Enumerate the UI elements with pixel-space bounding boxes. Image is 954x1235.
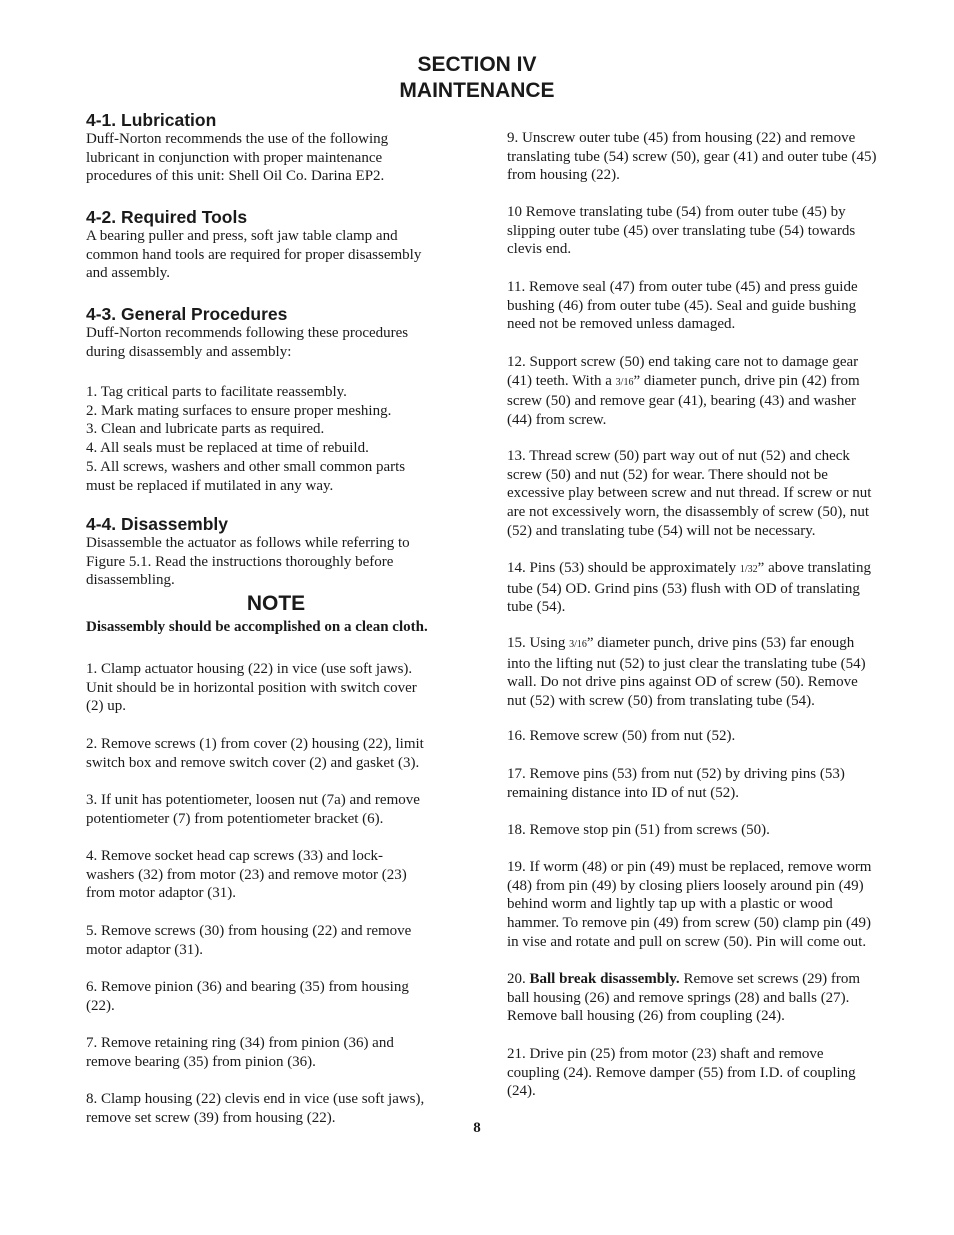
text-line: 4. Remove socket head cap screws (33) and lock- <box>86 848 383 864</box>
procedures-list <box>86 383 466 495</box>
disassembly-section <box>86 514 466 590</box>
ball-break-label: Ball break disassembly. <box>529 971 680 987</box>
text-line: 6. Remove pinion (36) and bearing (35) from housing <box>86 979 409 995</box>
step-17 <box>507 765 927 802</box>
text-line: tube (54) OD. Grind pins (53) flush with OD of translating <box>507 580 860 597</box>
required-tools-heading: 4-2. Required Tools <box>86 207 248 227</box>
text-line: and assembly. <box>86 265 171 282</box>
list-item: 2. Mark mating surfaces to ensure proper meshing. <box>86 402 392 419</box>
step-1 <box>86 660 466 716</box>
step-11 <box>507 278 927 334</box>
step-6 <box>86 978 466 1015</box>
step-7 <box>86 1034 466 1071</box>
list-item: 1. Tag critical parts to facilitate reassembly. <box>86 384 347 400</box>
text-line: Unit should be in horizontal position with switch cover <box>86 679 417 696</box>
text-line: 7. Remove retaining ring (34) from pinion (36) and <box>86 1035 394 1051</box>
text-span: ” above translating <box>757 560 871 576</box>
text-line: 17. Remove pins (53) from nut (52) by driving pins (53) <box>507 766 845 782</box>
text-line: Disassemble the actuator as follows while referring to <box>86 535 410 551</box>
text-line <box>507 970 927 989</box>
step-19 <box>507 858 927 952</box>
step-3 <box>86 791 466 828</box>
text-line: remaining distance into ID of nut (52). <box>507 784 740 801</box>
step-20 <box>507 970 927 1026</box>
step-4 <box>86 847 466 903</box>
text-line: tube (54). <box>507 599 566 616</box>
text-line: screw (50) and nut (52) for wear. There should not be <box>507 466 828 483</box>
text-line: 1. Clamp actuator housing (22) in vice (use soft jaws). <box>86 661 413 677</box>
step-21 <box>507 1045 927 1101</box>
text-line: motor adaptor (31). <box>86 941 204 958</box>
text-line: 21. Drive pin (25) from motor (23) shaft and remove <box>507 1046 824 1062</box>
list-item: 3. Clean and lubricate parts as required. <box>86 421 325 438</box>
general-procedures-section <box>86 304 466 361</box>
text-line: (44) from screw. <box>507 412 607 429</box>
right-column <box>507 0 927 1235</box>
text-line: 13. Thread screw (50) part way out of nut (52) and check <box>507 448 850 464</box>
text-span: (41) teeth. With a <box>507 372 616 389</box>
text-line: remove set screw (39) from housing (22). <box>86 1109 336 1126</box>
text-line: translating tube (54) screw (50), gear (41) and outer tube (45) <box>507 148 877 165</box>
text-line: A bearing puller and press, soft jaw table clamp and <box>86 228 398 244</box>
text-line: during disassembly and assembly: <box>86 343 292 360</box>
text-line: lubricant in conjunction with proper maintenance <box>86 149 383 166</box>
text-line: slipping outer tube (45) over translating tube (54) towards <box>507 222 856 239</box>
text-line: washers (32) from motor (23) and remove motor (23) <box>86 866 407 883</box>
text-line <box>507 634 927 655</box>
text-line: excessive play between screw and nut thread. If screw or nut <box>507 485 872 502</box>
text-span: 15. Using <box>507 635 570 651</box>
text-line: (2) up. <box>86 698 126 715</box>
text-line: into the lifting nut (52) to just clear the translating tube (54) <box>507 655 866 672</box>
text-line: coupling (24). Remove damper (55) from I.D. of coupling <box>507 1064 856 1081</box>
step-5 <box>86 922 466 959</box>
text-line: 5. Remove screws (30) from housing (22) and remove <box>86 923 412 939</box>
text-line: 18. Remove stop pin (51) from screws (50). <box>507 822 770 838</box>
text-line: behind worm and lightly tap up with a plastic or wood <box>507 896 833 913</box>
note-box <box>86 592 466 637</box>
step-15 <box>507 634 927 711</box>
text-line: 11. Remove seal (47) from outer tube (45) and press guide <box>507 279 858 295</box>
text-line: 19. If worm (48) or pin (49) must be replaced, remove worm <box>507 859 872 875</box>
text-line: bushing (46) from outer tube (45). Seal and guide bushing <box>507 297 857 314</box>
text-line: common hand tools are required for proper disassembly <box>86 246 422 263</box>
text-line: are not excessively worn, the disassembly of screw (50), nut <box>507 504 869 521</box>
text-span: ” diameter punch, drive pins (53) far enough <box>586 635 855 651</box>
text-line: 9. Unscrew outer tube (45) from housing (22) and remove <box>507 130 856 146</box>
text-line: nut (52) with screw (50) from translating tube (54). <box>507 693 815 710</box>
text-line: screw (50) and remove gear (41), bearing (43) and washer <box>507 393 857 410</box>
general-procedures-heading: 4-3. General Procedures <box>86 304 288 324</box>
list-item: must be replaced if mutilated in any way. <box>86 477 334 494</box>
text-line: Duff-Norton recommends the use of the following <box>86 131 389 147</box>
text-line: 2. Remove screws (1) from cover (2) housing (22), limit <box>86 736 424 752</box>
fraction: 3/16 <box>615 376 634 388</box>
text-line: hammer. To remove pin (49) from screw (50) clamp pin (49) <box>507 915 871 932</box>
note-text: Disassembly should be accomplished on a clean cloth. <box>86 619 428 635</box>
fraction: 1/32 <box>739 564 758 575</box>
text-span: ” diameter punch, drive pin (42) from <box>633 372 860 389</box>
lubrication-heading: 4-1. Lubrication <box>86 110 217 130</box>
text-span: 14. Pins (53) should be approximately <box>507 560 740 576</box>
step-10 <box>507 203 927 259</box>
text-line: clevis end. <box>507 241 572 258</box>
text-line: procedures of this unit: Shell Oil Co. Darina EP2. <box>86 168 385 185</box>
required-tools-section <box>86 207 466 283</box>
left-column <box>86 0 466 1235</box>
step-12 <box>507 353 927 430</box>
text-span: Remove set screws (29) from <box>679 971 861 987</box>
section-number: SECTION IV <box>417 53 537 76</box>
text-line <box>507 372 927 393</box>
text-line: potentiometer (7) from potentiometer bracket (6). <box>86 810 384 827</box>
text-line: from motor adaptor (31). <box>86 885 236 902</box>
text-line: 8. Clamp housing (22) clevis end in vice (use soft jaws), <box>86 1091 425 1107</box>
text-span: 20. <box>507 971 530 987</box>
step-13 <box>507 447 927 541</box>
text-line: 3. If unit has potentiometer, loosen nut (7a) and remove <box>86 792 420 808</box>
text-line: need not be removed unless damaged. <box>507 316 736 333</box>
step-16 <box>507 727 927 746</box>
text-line: (24). <box>507 1083 536 1100</box>
text-line: (52) and translating tube (54) will not be necessary. <box>507 522 816 539</box>
text-line: in vise and rotate and pull on screw (50). Pin will come out. <box>507 933 867 950</box>
step-18 <box>507 821 927 840</box>
page-number: 8 <box>473 1120 481 1136</box>
text-line: 10 Remove translating tube (54) from outer tube (45) by <box>507 204 846 220</box>
text-line: from housing (22). <box>507 167 620 184</box>
step-9 <box>507 129 927 185</box>
text-line: Remove ball housing (26) from coupling (24). <box>507 1008 785 1025</box>
list-item: 4. All seals must be replaced at time of rebuild. <box>86 440 369 457</box>
text-line: disassembling. <box>86 572 175 589</box>
note-title: NOTE <box>246 592 306 615</box>
text-line: Figure 5.1. Read the instructions thoroughly before <box>86 553 394 570</box>
text-line: (48) from pin (49) by closing pliers loosely around pin (49) <box>507 877 864 894</box>
text-line: remove bearing (35) from pinion (36). <box>86 1053 316 1070</box>
step-2 <box>86 735 466 772</box>
text-line: wall. Do not drive pins against OD of screw (50). Remove <box>507 674 858 691</box>
disassembly-heading: 4-4. Disassembly <box>86 514 229 534</box>
text-line: (22). <box>86 997 115 1014</box>
text-line <box>507 559 927 580</box>
lubrication-section <box>86 110 466 186</box>
text-line: switch box and remove switch cover (2) and gasket (3). <box>86 754 420 771</box>
list-item: 5. All screws, washers and other small common parts <box>86 458 406 475</box>
text-line: 12. Support screw (50) end taking care not to damage gear <box>507 354 859 370</box>
fraction: 3/16 <box>569 639 587 650</box>
step-14 <box>507 559 927 617</box>
text-line: ball housing (26) and remove springs (28) and balls (27). <box>507 989 850 1006</box>
section-name: MAINTENANCE <box>399 79 555 102</box>
text-line: Duff-Norton recommends following these procedures <box>86 325 409 341</box>
text-line: 16. Remove screw (50) from nut (52). <box>507 728 736 744</box>
